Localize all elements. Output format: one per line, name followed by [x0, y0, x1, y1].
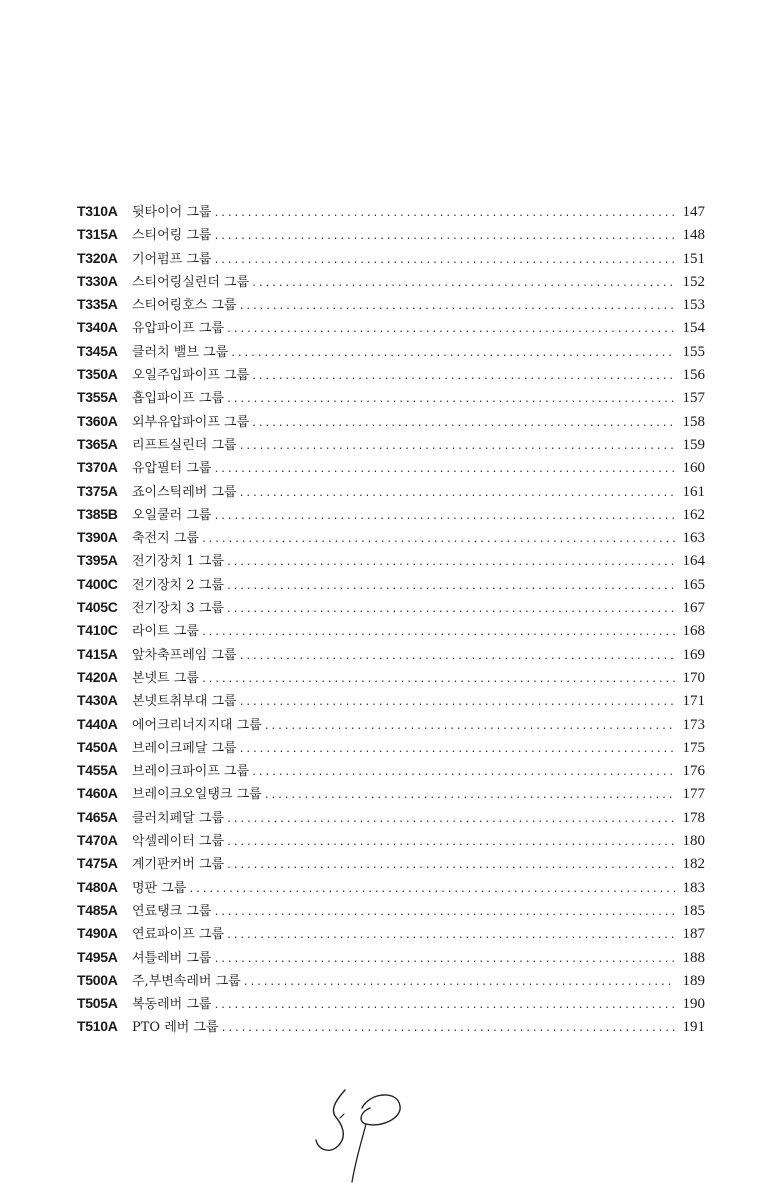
toc-entry-page-number: 147: [682, 204, 705, 220]
toc-entry-title: 유압필터 그룹: [132, 461, 212, 477]
dot-leader: [213, 249, 675, 272]
toc-entry-page-number: 185: [682, 902, 705, 919]
toc-entry: [77, 736, 705, 759]
toc-entry-title: 죠이스틱레버 그룹: [132, 484, 237, 500]
toc-entry-title: 연료탱크 그룹: [132, 903, 212, 919]
toc-entry: [77, 410, 705, 433]
toc-entry-page-number: 160: [682, 460, 705, 477]
toc-entry-code: T315A: [77, 226, 118, 243]
toc-entry: [77, 549, 705, 572]
toc-entry-title: 전기장치 3 그룹: [132, 601, 224, 617]
toc-entry-page-number: 188: [682, 949, 705, 966]
toc-entry: [77, 247, 705, 270]
toc-entry-title: 계기판커버 그룹: [132, 857, 225, 873]
dot-leader: [239, 645, 675, 668]
toc-entry-code: T395A: [77, 552, 118, 569]
toc-entry-title: 전기장치 1 그룹: [132, 554, 224, 570]
dot-leader: [239, 691, 675, 714]
dot-leader: [251, 412, 675, 435]
toc-entry-code: T505A: [77, 995, 118, 1012]
dot-leader: [226, 388, 675, 411]
dot-leader: [201, 668, 675, 691]
toc-entry: [77, 526, 705, 549]
dot-leader: [226, 831, 675, 854]
toc-entry: [77, 503, 705, 526]
dot-leader: [264, 784, 675, 807]
toc-entry-code: T340A: [77, 319, 118, 336]
toc-entry-code: T330A: [77, 272, 118, 289]
dot-leader: [226, 808, 675, 831]
toc-entry-title: 스티어링호스 그룹: [132, 298, 237, 314]
toc-entry-page-number: 177: [682, 786, 705, 803]
dot-leader: [213, 901, 675, 924]
toc-entry-title: 축전지 그룹: [132, 531, 199, 547]
toc-entry: [77, 619, 705, 642]
toc-entry-page-number: 158: [682, 413, 705, 430]
toc-entry-page-number: 180: [682, 833, 705, 850]
toc-entry: [77, 643, 705, 666]
dot-leader: [226, 575, 675, 598]
toc-entry-title: 복동레버 그룹: [132, 997, 212, 1013]
toc-entry: [77, 456, 705, 479]
dot-leader: [213, 948, 675, 971]
toc-entry-code: T510A: [77, 1018, 118, 1035]
toc-entry-page-number: 169: [682, 646, 705, 663]
toc-entry-title: 본넷트 그룹: [132, 670, 199, 686]
toc-entry: [77, 829, 705, 852]
toc-entry-code: T490A: [77, 925, 118, 942]
toc-entry-page-number: 182: [682, 856, 705, 873]
toc-entry-title: 클러치 밸브 그룹: [132, 344, 229, 360]
dot-leader: [213, 225, 675, 248]
toc-entry-title: 오일주입파이프 그룹: [132, 368, 250, 384]
dot-leader: [201, 621, 675, 644]
toc-entry: [77, 573, 705, 596]
toc-entry-page-number: 156: [682, 367, 705, 384]
dot-leader: [243, 971, 675, 994]
toc-entry-title: 전기장치 2 그룹: [132, 577, 224, 593]
toc-entry-title: 기어펌프 그룹: [132, 251, 212, 267]
toc-entry: [77, 340, 705, 363]
toc-entry-code: T410C: [77, 622, 118, 639]
toc-entry-code: T465A: [77, 808, 118, 825]
toc-entry-code: T450A: [77, 738, 118, 755]
toc-entry-title: 주,부변속레버 그룹: [132, 973, 241, 989]
toc-entry-page-number: 167: [682, 600, 705, 617]
toc-entry-page-number: 148: [682, 227, 705, 244]
toc-entry-title: 연료파이프 그룹: [132, 927, 225, 943]
toc-entry-page-number: 168: [682, 623, 705, 640]
toc-entry: [77, 270, 705, 293]
dot-leader: [226, 551, 675, 574]
toc-entry-code: T430A: [77, 692, 118, 709]
toc-entry-code: T480A: [77, 878, 118, 895]
toc-entry-code: T345A: [77, 342, 118, 359]
toc-entry-code: T440A: [77, 715, 118, 732]
toc-entry-title: 명판 그룹: [132, 880, 187, 896]
toc-entry: [77, 969, 705, 992]
toc-entry: [77, 899, 705, 922]
toc-entry-code: T500A: [77, 971, 118, 988]
toc-entry-title: 외부유압파이프 그룹: [132, 414, 250, 430]
toc-entry-page-number: 161: [682, 483, 705, 500]
toc-entry-page-number: 187: [682, 926, 705, 943]
toc-entry-title: 악셀레이터 그룹: [132, 834, 225, 850]
toc-entry-page-number: 173: [682, 716, 705, 733]
dot-leader: [188, 878, 675, 901]
toc-entry: [77, 713, 705, 736]
toc-entry-code: T355A: [77, 389, 118, 406]
toc-entry-page-number: 163: [682, 530, 705, 547]
toc-entry-title: 브레이크페달 그룹: [132, 740, 237, 756]
toc-entry-title: 라이트 그룹: [132, 624, 199, 640]
toc-entry: [77, 200, 705, 223]
dot-leader: [221, 1017, 675, 1040]
toc-entry: [77, 596, 705, 619]
dot-leader: [230, 342, 675, 365]
toc-entry: [77, 759, 705, 782]
toc-entry-code: T400C: [77, 575, 118, 592]
toc-entry-code: T390A: [77, 529, 118, 546]
toc-entry-page-number: 159: [682, 436, 705, 453]
toc-entry-page-number: 155: [682, 343, 705, 360]
toc-entry: [77, 922, 705, 945]
toc-entry-title: PTO 레버 그룹: [132, 1020, 219, 1036]
toc-entry-code: T360A: [77, 412, 118, 429]
dot-leader: [226, 318, 675, 341]
toc-entry-code: T485A: [77, 901, 118, 918]
toc-entry: [77, 1015, 705, 1038]
toc-entry-code: T310A: [77, 203, 118, 219]
toc-entry-title: 리프트실린더 그룹: [132, 437, 237, 453]
toc-entry: [77, 223, 705, 246]
toc-entry-page-number: 154: [682, 320, 705, 337]
toc-entry-title: 셔틀레버 그룹: [132, 950, 212, 966]
toc-entry-title: 뒷타이어 그룹: [132, 205, 212, 220]
dot-leader: [239, 738, 675, 761]
dot-leader: [213, 994, 675, 1017]
toc-entry-page-number: 178: [682, 809, 705, 826]
toc-entry: [77, 666, 705, 689]
toc-entry-page-number: 162: [682, 506, 705, 523]
dot-leader: [239, 435, 675, 458]
toc-entry-code: T365A: [77, 435, 118, 452]
toc-entry: [77, 316, 705, 339]
toc-entry-code: T405C: [77, 599, 118, 616]
dot-leader: [226, 854, 675, 877]
toc-entry-code: T455A: [77, 762, 118, 779]
toc-entry-code: T420A: [77, 668, 118, 685]
dot-leader: [239, 295, 675, 318]
toc-entry-title: 에어크리너지지대 그룹: [132, 717, 262, 733]
toc-entry-page-number: 175: [682, 739, 705, 756]
toc-entry-title: 오일쿨러 그룹: [132, 507, 212, 523]
handwritten-page-number: [300, 1078, 420, 1188]
table-of-contents: [77, 200, 705, 1039]
toc-entry-title: 클러치페달 그룹: [132, 810, 225, 826]
toc-entry: [77, 806, 705, 829]
toc-entry: [77, 386, 705, 409]
toc-entry-title: 유압파이프 그룹: [132, 321, 225, 337]
toc-entry-title: 스티어링 그룹: [132, 228, 212, 244]
toc-entry-page-number: 183: [682, 879, 705, 896]
dot-leader: [226, 598, 675, 621]
toc-entry-title: 브레이크파이프 그룹: [132, 764, 250, 780]
toc-entry-code: T495A: [77, 948, 118, 965]
toc-entry-code: T320A: [77, 249, 118, 266]
toc-entry-code: T385B: [77, 505, 118, 522]
toc-entry: [77, 852, 705, 875]
toc-entry: [77, 433, 705, 456]
toc-entry-page-number: 170: [682, 669, 705, 686]
toc-entry-page-number: 165: [682, 576, 705, 593]
toc-entry-title: 앞차축프레임 그룹: [132, 647, 237, 663]
toc-entry: [77, 992, 705, 1015]
toc-entry-page-number: 191: [682, 1019, 705, 1036]
toc-entry: [77, 876, 705, 899]
dot-leader: [251, 365, 675, 388]
toc-entry-title: 스티어링실린더 그룹: [132, 274, 250, 290]
dot-leader: [226, 924, 675, 947]
dot-leader: [251, 761, 675, 784]
toc-entry-page-number: 171: [682, 693, 705, 710]
toc-entry-page-number: 153: [682, 297, 705, 314]
toc-entry-code: T335A: [77, 296, 118, 313]
toc-entry: [77, 363, 705, 386]
dot-leader: [213, 202, 675, 225]
dot-leader: [264, 715, 675, 738]
toc-entry: [77, 782, 705, 805]
dot-leader: [213, 458, 675, 481]
toc-entry-page-number: 152: [682, 273, 705, 290]
toc-entry-title: 브레이크오일탱크 그룹: [132, 787, 262, 803]
toc-entry: [77, 689, 705, 712]
toc-entry: [77, 946, 705, 969]
toc-entry-code: T475A: [77, 855, 118, 872]
dot-leader: [239, 482, 675, 505]
toc-entry-code: T375A: [77, 482, 118, 499]
toc-entry-code: T470A: [77, 832, 118, 849]
toc-entry-title: 본넷트취부대 그룹: [132, 694, 237, 710]
toc-entry-page-number: 176: [682, 763, 705, 780]
toc-entry-code: T460A: [77, 785, 118, 802]
dot-leader: [201, 528, 675, 551]
toc-entry: [77, 293, 705, 316]
toc-entry-code: T370A: [77, 459, 118, 476]
dot-leader: [251, 272, 675, 295]
toc-entry-page-number: 157: [682, 390, 705, 407]
toc-entry-title: 흡입파이프 그룹: [132, 391, 225, 407]
toc-entry-page-number: 190: [682, 996, 705, 1013]
toc-entry-code: T350A: [77, 366, 118, 383]
toc-entry-page-number: 164: [682, 553, 705, 570]
toc-entry-page-number: 151: [682, 250, 705, 267]
toc-entry-page-number: 189: [682, 972, 705, 989]
toc-entry: [77, 480, 705, 503]
dot-leader: [213, 505, 675, 528]
toc-entry-code: T415A: [77, 645, 118, 662]
